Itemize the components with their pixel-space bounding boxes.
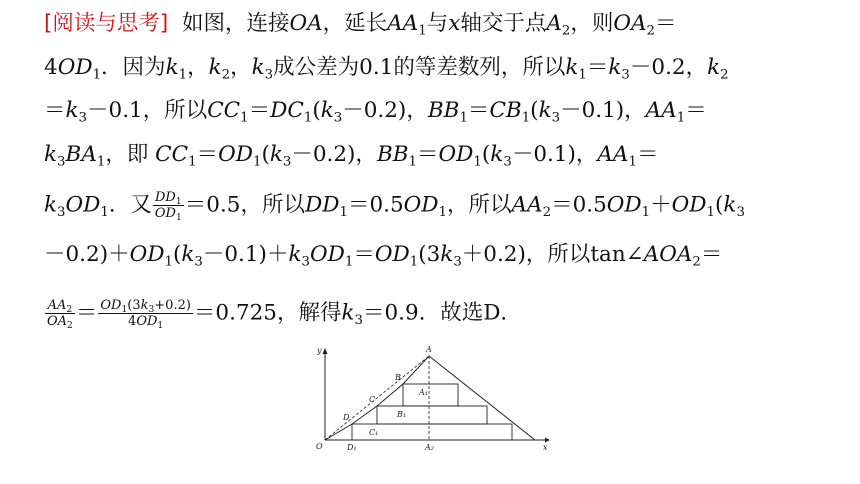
line-5: $k_3OD_1$．又 $\frac{DD_1}{OD_1}$ ＝0.5，所以$DD_1=0.5OD_1$，所以$AA_2=0.5OD_1+OD_1(k_3$ [44,190,745,224]
y-axis-arrow [323,348,328,354]
label-y: y [317,346,322,355]
label-c1: C₁ [369,428,379,437]
label-a: A [426,345,432,354]
section-tag: [阅读与思考] [44,11,169,36]
line-7: $\frac{AA_2}{OA_2}$ ＝ $\frac{OD_1(3k_3+0.2)}{4OD_1}$ ＝0.725，解得$k_3=0.9$．故选D． [47,298,522,332]
label-a1: A₁ [419,388,428,397]
label-b: B [395,373,401,382]
label-d1: D₁ [347,443,357,452]
staircase-outline [325,356,535,440]
x-axis-arrow [545,438,550,443]
fraction-result: $\frac{OD_1(3k_3+0.2)}{4OD_1}$ [100,298,191,332]
line-1: [阅读与思考] 如图，连接OA，延长$AA_1$与x轴交于点$A_2$，则$OA_2=$ [44,11,677,39]
label-a2: A₂ [425,443,434,452]
line-3: $=k_3-0.1$，所以$CC_1=DC_1(k_3-0.2)$，$BB_1=CB_1(k_3-0.1)$，$AA_1=$ [44,98,707,126]
label-b1: B₁ [397,410,407,419]
label-c: C [369,395,376,404]
fraction-dd1-od1: $\frac{DD_1}{OD_1}$ [154,190,182,224]
geometry-figure [305,342,555,462]
label-o: O [316,442,323,451]
line-2: $4OD_1$．因为$k_1$，$k_2$，$k_3$成公差为0.1的等差数列，所以$k_1=k_3-0.2$，$k_2$ [44,55,729,83]
line-6: $-0.2)+OD_1(k_3-0.1)+k_3OD_1=OD_1(3k_3+0.2)$，所以$\tan\angle AOA_2=$ [44,242,723,270]
step-rect-2 [377,406,487,424]
fraction-aa2-oa2: $\frac{AA_2}{OA_2}$ [47,298,73,332]
label-x: x [543,443,548,452]
step-rect-3 [403,384,458,406]
line-4: $k_3BA_1$，即 $CC_1=OD_1(k_3-0.2)$，$BB_1=OD_1(k_3-0.1)$，$AA_1=$ [44,142,659,170]
label-d: D [343,413,350,422]
